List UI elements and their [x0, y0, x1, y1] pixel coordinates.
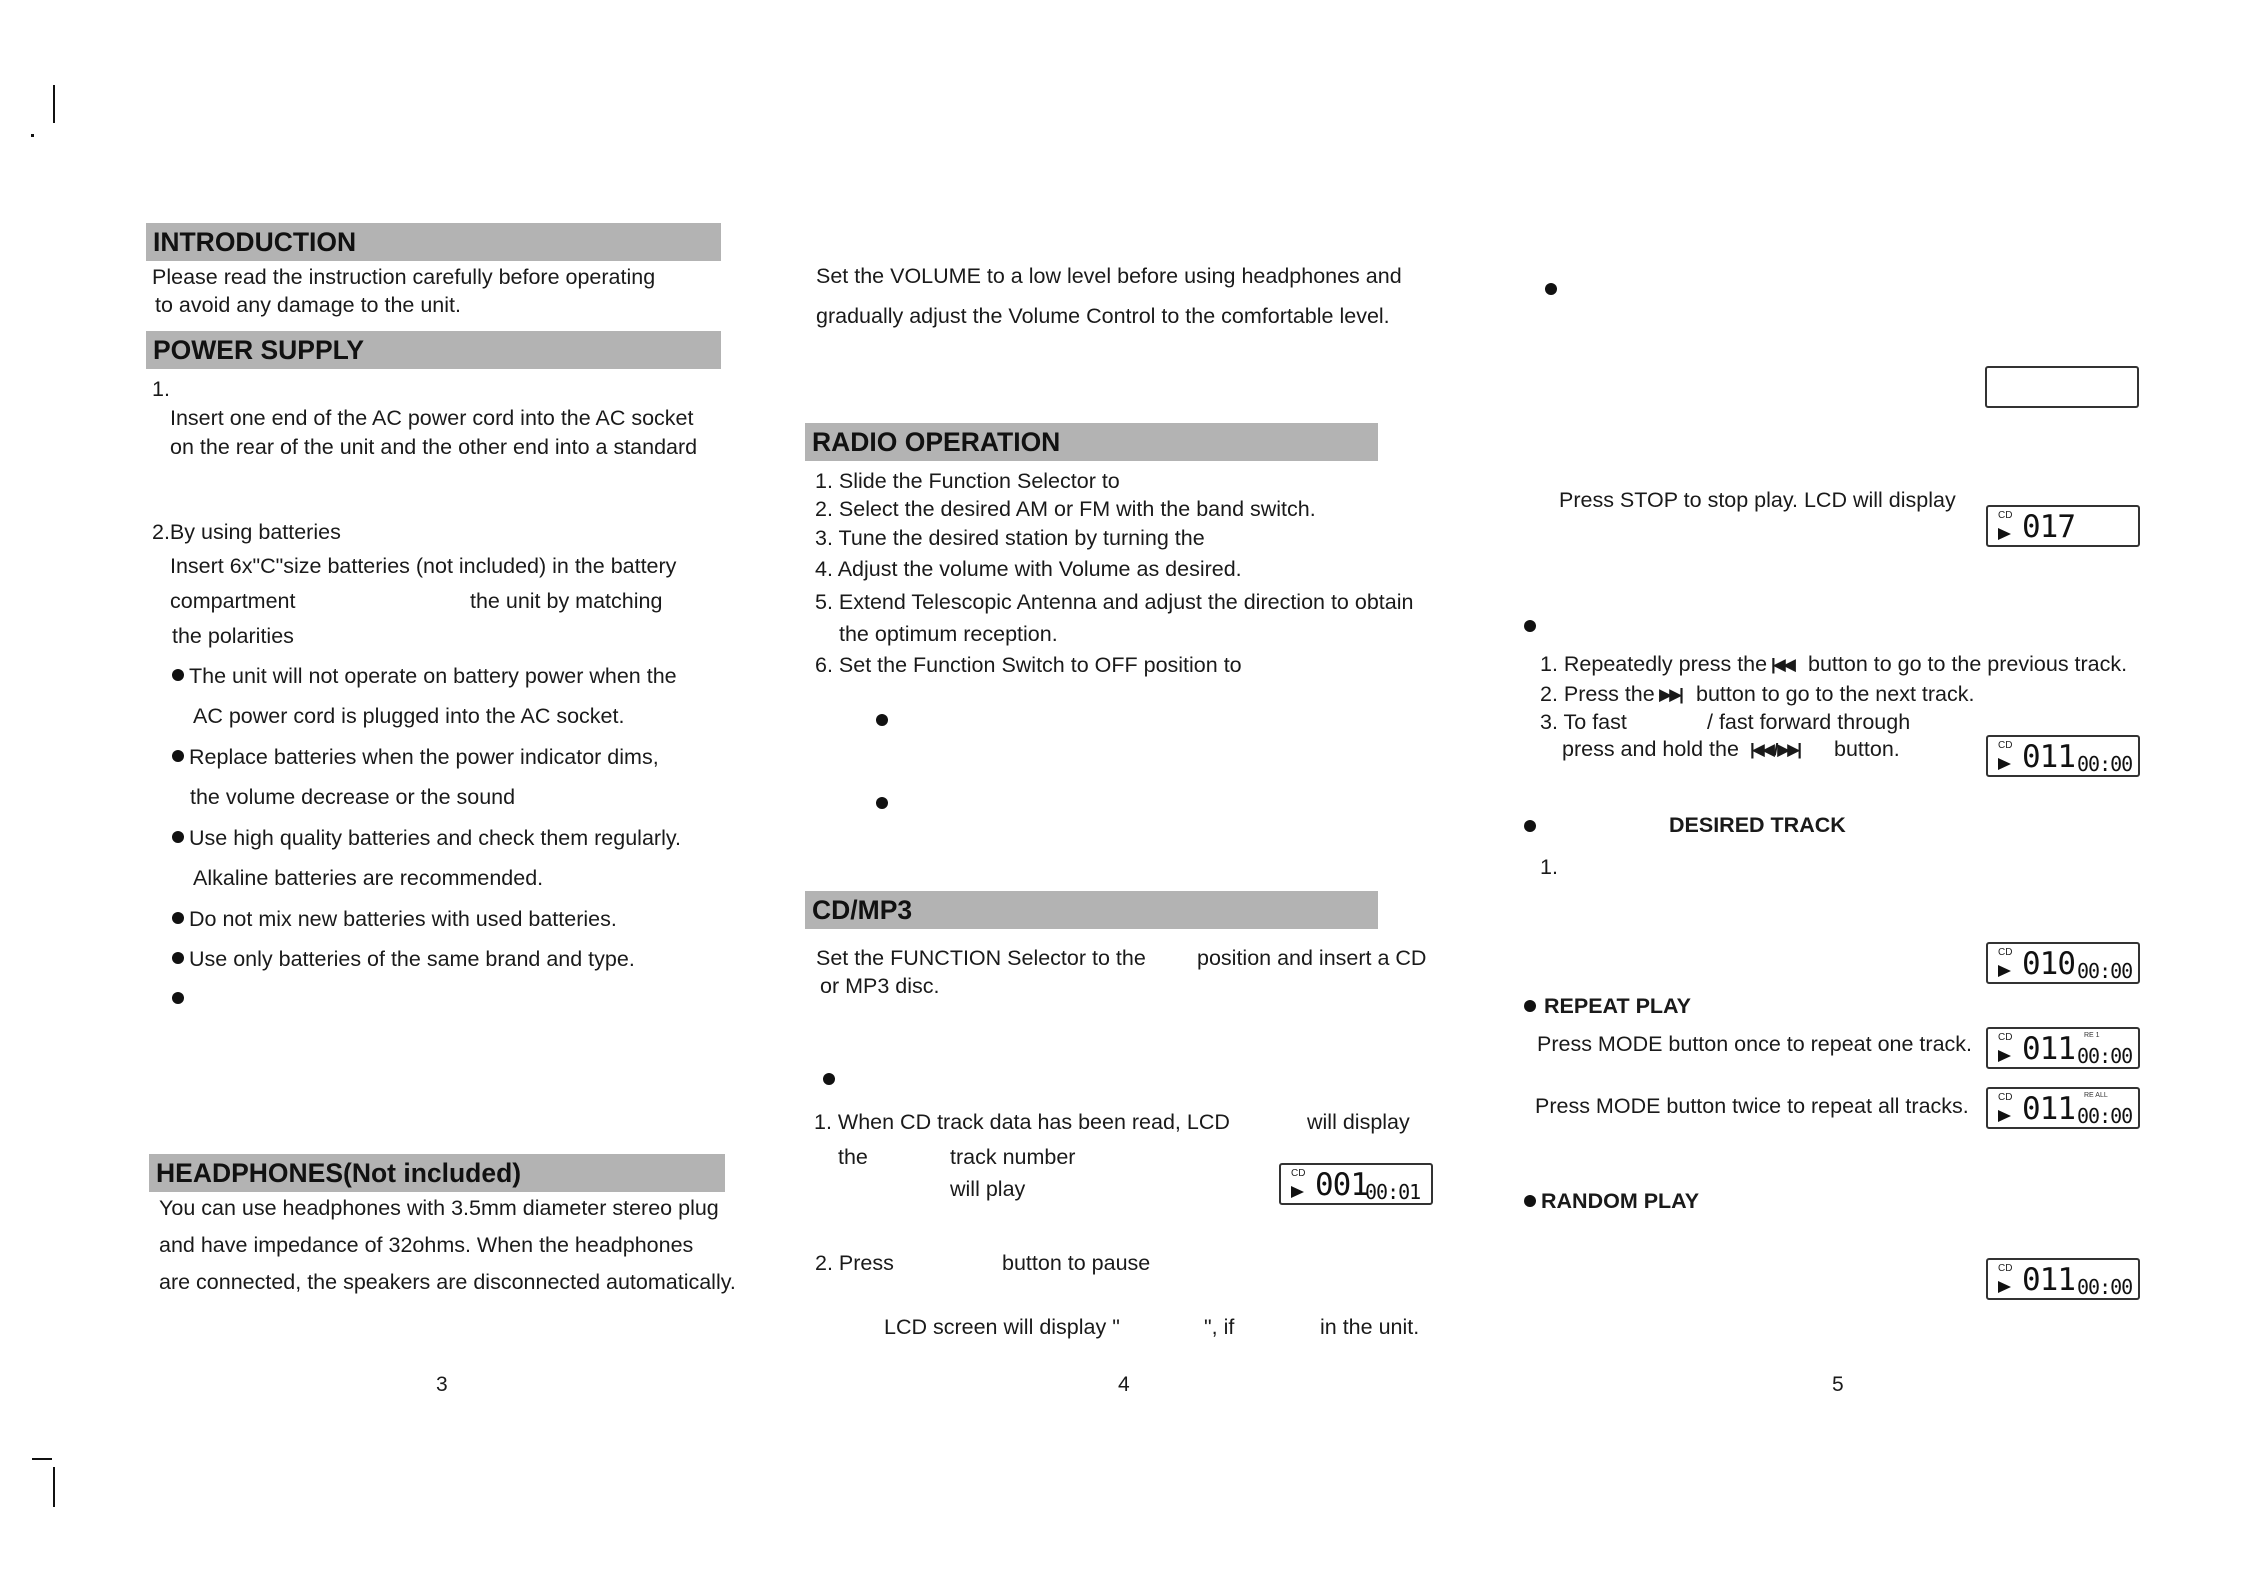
bullet-icon: [172, 912, 184, 924]
battery-note-3-line-2: Alkaline batteries are recommended.: [193, 866, 544, 890]
lcd-track-number: 010: [2022, 946, 2075, 982]
cd-intro-line-1a: Set the FUNCTION Selector to the: [816, 946, 1146, 970]
lcd-cd-label: CD: [1998, 1263, 2013, 1274]
headphones-line-2: and have impedance of 32ohms. When the headphones: [159, 1233, 694, 1257]
power-item-1-line-2: on the rear of the unit and the other end into a standard: [170, 435, 698, 459]
bullet-icon: [876, 797, 888, 809]
bullet-icon: [172, 952, 184, 964]
radio-step-3: 3. Tune the desired station by turning the: [815, 526, 1205, 550]
battery-note-2-line-2: the volume decrease or the sound: [190, 785, 516, 809]
radio-step-5-cont: the optimum reception.: [839, 622, 1058, 646]
cd-lcd-line-a: LCD screen will display ": [884, 1315, 1120, 1339]
bullet-icon: [172, 669, 184, 681]
next-track-icon: ▶▶|: [1659, 685, 1681, 704]
bullet-icon: [172, 831, 184, 843]
play-icon: [1291, 1186, 1304, 1198]
cd-step-2a: 2. Press: [815, 1251, 894, 1275]
play-icon: [1998, 1281, 2011, 1293]
battery-note-5: Use only batteries of the same brand and type.: [189, 947, 635, 971]
repeat-play-line-1: Press MODE button once to repeat one track.: [1537, 1032, 1972, 1056]
radio-step-5: 5. Extend Telescopic Antenna and adjust the direction to obtain: [815, 590, 1414, 614]
random-play-heading: RANDOM PLAY: [1541, 1189, 1700, 1213]
play-icon: [1998, 758, 2011, 770]
lcd-cd-label: CD: [1998, 1032, 2013, 1043]
skip-step-2b: button to go to the next track.: [1696, 682, 1975, 706]
lcd-cd-label: CD: [1998, 740, 2013, 751]
desired-track-heading: DESIRED TRACK: [1669, 813, 1846, 837]
lcd-repeat-indicator: RE 1: [2084, 1032, 2100, 1039]
lcd-time: 00:00: [2077, 1104, 2133, 1128]
lcd-time: 00:00: [2077, 1275, 2133, 1299]
page-number-3: 3: [436, 1373, 448, 1396]
repeat-play-heading: REPEAT PLAY: [1544, 994, 1691, 1018]
lcd-cd-label: CD: [1291, 1168, 1306, 1179]
lcd-cd-label: CD: [1998, 947, 2013, 958]
lcd-repeat-indicator: RE ALL: [2084, 1092, 2108, 1099]
lcd-track-number: 001: [1315, 1167, 1368, 1203]
lcd-display-repeat-one: [1986, 1027, 2140, 1069]
bullet-icon: [1524, 1000, 1536, 1012]
radio-operation-heading: RADIO OPERATION: [805, 423, 1378, 461]
lcd-track-total: 017: [2022, 509, 2075, 545]
battery-note-3-line-1: Use high quality batteries and check them regularly.: [189, 826, 681, 850]
repeat-play-line-2: Press MODE button twice to repeat all tracks.: [1535, 1094, 1969, 1118]
introduction-heading: INTRODUCTION: [146, 223, 721, 261]
bullet-icon: [172, 750, 184, 762]
page-number-5: 5: [1832, 1373, 1844, 1396]
lcd-display-random: [1986, 1258, 2140, 1300]
battery-note-4: Do not mix new batteries with used batteries.: [189, 907, 617, 931]
bullet-icon: [1524, 1195, 1536, 1207]
cd-step-2b: button to pause: [1002, 1251, 1151, 1275]
power-item-2-line-2b: the unit by matching: [470, 589, 663, 613]
page-number-4: 4: [1118, 1373, 1130, 1396]
lcd-display-blank: [1985, 366, 2139, 408]
lcd-track-number: 011: [2022, 1262, 2075, 1298]
lcd-display-track-1: [1279, 1163, 1433, 1205]
cd-step-1d: track number: [950, 1145, 1076, 1169]
skip-step-3b: / fast forward through: [1707, 710, 1911, 734]
lcd-time: 00:01: [1365, 1180, 1421, 1204]
stop-text: Press STOP to stop play. LCD will display: [1559, 488, 1956, 512]
skip-step-1a: 1. Repeatedly press the: [1540, 652, 1768, 676]
lcd-track-number: 011: [2022, 739, 2075, 775]
bullet-icon: [172, 992, 184, 1004]
lcd-display-stop: [1986, 505, 2140, 547]
headphones-line-1: You can use headphones with 3.5mm diameter stereo plug: [159, 1196, 719, 1220]
play-icon: [1998, 965, 2011, 977]
intro-line-1: Please read the instruction carefully before operating: [152, 265, 656, 289]
power-item-2-title: 2.By using batteries: [152, 520, 341, 544]
crop-mark-top: [53, 85, 55, 123]
bullet-icon: [1524, 820, 1536, 832]
cd-step-1e: will play: [950, 1177, 1026, 1201]
cd-mp3-heading: CD/MP3: [805, 891, 1378, 929]
bullet-icon: [1545, 283, 1557, 295]
cd-intro-line-2: or MP3 disc.: [820, 974, 940, 998]
crop-mark-dot: [31, 134, 34, 137]
bullet-icon: [823, 1073, 835, 1085]
cd-step-1c: the: [838, 1145, 868, 1169]
power-item-1-line-1: Insert one end of the AC power cord into the AC socket: [170, 406, 694, 430]
lcd-cd-label: CD: [1998, 510, 2013, 521]
cd-intro-line-1b: position and insert a CD: [1197, 946, 1427, 970]
battery-note-1-line-2: AC power cord is plugged into the AC socket.: [193, 704, 625, 728]
bullet-icon: [1524, 620, 1536, 632]
skip-step-3a: 3. To fast: [1540, 710, 1627, 734]
skip-step-1b: button to go to the previous track.: [1808, 652, 2128, 676]
lcd-track-number: 011: [2022, 1031, 2075, 1067]
power-item-2-line-1: Insert 6x"C"size batteries (not included) in the battery: [170, 554, 677, 578]
headphones-line-3: are connected, the speakers are disconnected automatically.: [159, 1270, 736, 1294]
volume-line-1: Set the VOLUME to a low level before using headphones and: [816, 264, 1402, 288]
radio-step-1: 1. Slide the Function Selector to: [815, 469, 1120, 493]
desired-track-step-1: 1.: [1540, 855, 1558, 879]
skip-step-4a: press and hold the: [1562, 737, 1739, 761]
radio-step-6: 6. Set the Function Switch to OFF position to: [815, 653, 1242, 677]
lcd-display-skip: [1986, 735, 2140, 777]
play-icon: [1998, 528, 2011, 540]
lcd-cd-label: CD: [1998, 1092, 2013, 1103]
previous-track-icon: |◀◀: [1771, 655, 1793, 674]
power-item-2-line-3: the polarities: [172, 624, 294, 648]
lcd-time: 00:00: [2077, 959, 2133, 983]
crop-mark-bottom-h: [32, 1458, 52, 1460]
crop-mark-bottom-v: [53, 1467, 55, 1507]
lcd-time: 00:00: [2077, 752, 2133, 776]
cd-lcd-line-b: ", if: [1204, 1315, 1235, 1339]
radio-step-2: 2. Select the desired AM or FM with the band switch.: [815, 497, 1316, 521]
bullet-icon: [876, 714, 888, 726]
play-icon: [1998, 1050, 2011, 1062]
battery-note-2-line-1: Replace batteries when the power indicator dims,: [189, 745, 659, 769]
lcd-time: 00:00: [2077, 1044, 2133, 1068]
volume-line-2: gradually adjust the Volume Control to the comfortable level.: [816, 304, 1390, 328]
power-item-1-number: 1.: [152, 377, 170, 401]
skip-step-2a: 2. Press the: [1540, 682, 1655, 706]
power-item-2-line-2a: compartment: [170, 589, 296, 613]
battery-note-1-line-1: The unit will not operate on battery power when the: [189, 664, 677, 688]
cd-step-1b: will display: [1307, 1110, 1410, 1134]
prev-next-icon: |◀◀ / ▶▶|: [1750, 740, 1799, 759]
intro-line-2: to avoid any damage to the unit.: [155, 293, 461, 317]
lcd-display-repeat-all: [1986, 1087, 2140, 1129]
headphones-heading: HEADPHONES(Not included): [149, 1154, 725, 1192]
power-supply-heading: POWER SUPPLY: [146, 331, 721, 369]
cd-lcd-line-c: in the unit.: [1320, 1315, 1420, 1339]
skip-step-4b: button.: [1834, 737, 1900, 761]
lcd-track-number: 011: [2022, 1091, 2075, 1127]
play-icon: [1998, 1110, 2011, 1122]
cd-step-1a: 1. When CD track data has been read, LCD: [814, 1110, 1230, 1134]
radio-step-4: 4. Adjust the volume with Volume as desired.: [815, 557, 1242, 581]
lcd-display-desired: [1986, 942, 2140, 984]
